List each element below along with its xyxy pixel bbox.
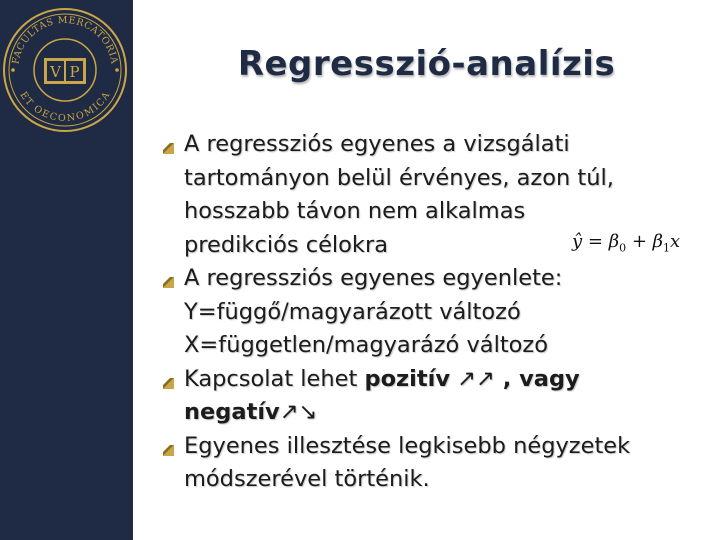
bullet-item-least-squares bbox=[160, 430, 715, 497]
bullet-text-line bbox=[184, 363, 715, 397]
bullet-text-line: módszerével történik. bbox=[184, 466, 430, 492]
formula-beta0-subscript: 0 bbox=[619, 241, 627, 255]
positive-label: pozitív bbox=[364, 365, 450, 392]
negative-arrows-icon: ↗↘ bbox=[279, 399, 318, 425]
bullet-text-line: hosszabb távon nem alkalmas bbox=[184, 198, 526, 224]
bullet-text-line: Y=függő/magyarázott változó bbox=[184, 298, 521, 325]
formula-y-hat: ŷ bbox=[572, 231, 583, 252]
formula-plus: + bbox=[626, 231, 653, 252]
bullet-text-line bbox=[184, 396, 715, 430]
bullet-text-line: tartományon belül érvényes, azon túl, bbox=[184, 164, 614, 191]
relationship-intro-text: Kapcsolat lehet bbox=[184, 365, 365, 392]
svg-text:P: P bbox=[69, 63, 80, 81]
regression-formula bbox=[572, 231, 680, 255]
bullet-text-line: A regressziós egyenes egyenlete: bbox=[184, 265, 563, 291]
bullet-item-relationship bbox=[160, 363, 715, 430]
bullet-text-line: Egyenes illesztése legkisebb négyzetek bbox=[184, 432, 631, 459]
formula-beta1: β bbox=[652, 231, 664, 252]
bullet-text-line: X=független/magyarázó változó bbox=[184, 332, 548, 358]
bullet-triangle-icon bbox=[161, 141, 175, 155]
svg-text:V: V bbox=[50, 63, 61, 81]
bullet-item-equation bbox=[160, 262, 715, 363]
formula-x: x bbox=[670, 231, 681, 252]
formula-equals: = bbox=[582, 231, 609, 252]
university-seal-logo bbox=[1, 6, 129, 134]
svg-text:FACULTAS MERCATORIA: FACULTAS MERCATORIA bbox=[10, 14, 120, 66]
slide-title: Regresszió-analízis bbox=[237, 44, 616, 84]
formula-beta1-subscript: 1 bbox=[663, 241, 671, 255]
svg-text:ET OECONOMICA: ET OECONOMICA bbox=[17, 90, 113, 125]
bullet-triangle-icon bbox=[161, 376, 175, 390]
negative-label: negatív bbox=[184, 399, 280, 425]
bullet-triangle-icon bbox=[161, 443, 175, 457]
bullet-text-line: predikciós célokra bbox=[184, 231, 389, 258]
positive-arrows-icon: ↗↗ bbox=[457, 365, 495, 392]
bullet-list bbox=[160, 128, 715, 497]
bullet-text-line: A regressziós egyenes a vizsgálati bbox=[184, 131, 570, 157]
formula-beta0: β bbox=[608, 231, 620, 252]
bullet-triangle-icon bbox=[161, 275, 175, 289]
separator-text: , vagy bbox=[494, 365, 580, 392]
